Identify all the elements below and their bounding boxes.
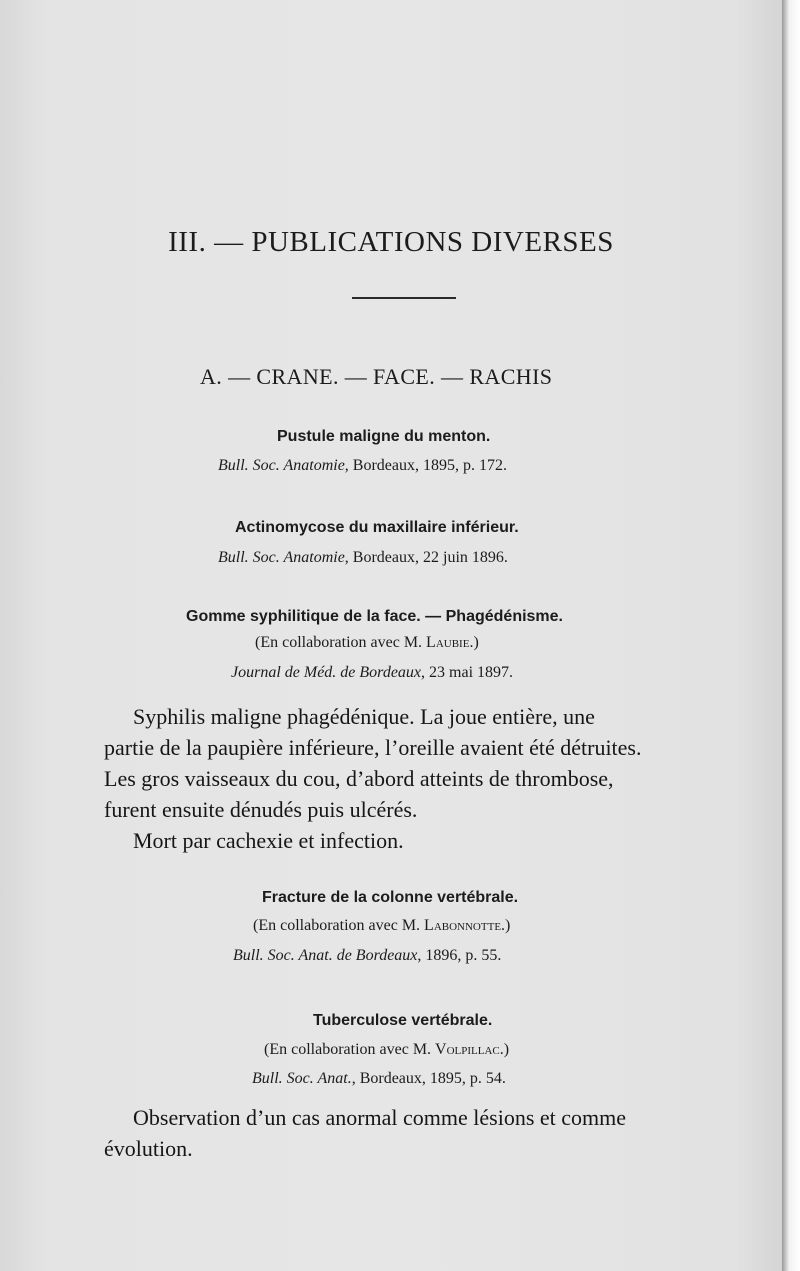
entry-title: Tuberculose vertébrale. [313,1012,493,1029]
entry-citation [252,1070,506,1088]
collab-name: Labonnotte [424,917,502,934]
collab-name: Volpillac [435,1041,500,1058]
citation-details: , 1896, p. 55. [417,947,502,964]
entry-title: Actinomycose du maxillaire inférieur. [235,519,519,536]
section-title: III. — PUBLICATIONS DIVERSES [168,226,614,258]
citation-journal: Bull. Soc. Anatomie [218,457,345,474]
entry-collaboration [264,1041,509,1059]
citation-details: , Bordeaux, 1895, p. 54. [351,1070,506,1087]
description-line: évolution. [104,1136,193,1161]
description-line: furent ensuite dénudés puis ulcérés. [104,797,418,822]
section-divider [352,297,456,299]
citation-journal: Bull. Soc. Anatomie [218,549,345,566]
entry-title: Fracture de la colonne vertébrale. [262,889,519,906]
entry-title: Gomme syphilitique de la face. — Phagédénisme. [186,608,563,625]
collab-name: Laubie [426,634,470,651]
entry-title: Pustule maligne du menton. [277,428,491,445]
description-line: Les gros vaisseaux du cou, d’abord atteints de thrombose, [104,766,614,791]
entry-citation [218,549,508,567]
description-line: Observation d’un cas anormal comme lésions et comme [133,1105,627,1130]
citation-details: , Bordeaux, 22 juin 1896. [344,549,508,566]
entry-collaboration [253,917,510,935]
citation-journal: Journal de Méd. de Bordeaux [231,664,422,681]
entry-citation [231,664,513,682]
citation-journal: Bull. Soc. Anat. de Bordeaux [233,947,418,964]
collab-suffix: .) [501,917,511,934]
collab-prefix: (En collaboration avec M. [253,917,425,934]
citation-details: , 23 mai 1897. [421,664,514,681]
collab-prefix: (En collaboration avec M. [255,634,427,651]
subsection-title: A. — CRANE. — FACE. — RACHIS [200,364,553,389]
description-line: Syphilis maligne phagédénique. La joue entière, une [133,704,595,729]
entry-citation [233,947,501,965]
collab-prefix: (En collaboration avec M. [264,1041,436,1058]
entry-citation [218,457,507,475]
citation-journal: Bull. Soc. Anat. [252,1070,352,1087]
citation-details: , Bordeaux, 1895, p. 172. [344,457,507,474]
entry-collaboration [255,634,479,652]
description-line: partie de la paupière inférieure, l’oreille avaient été détruites. [104,735,642,760]
page-edge [782,0,800,1271]
collab-suffix: .) [469,634,479,651]
description-line: Mort par cachexie et infection. [133,828,404,853]
collab-suffix: .) [499,1041,510,1058]
